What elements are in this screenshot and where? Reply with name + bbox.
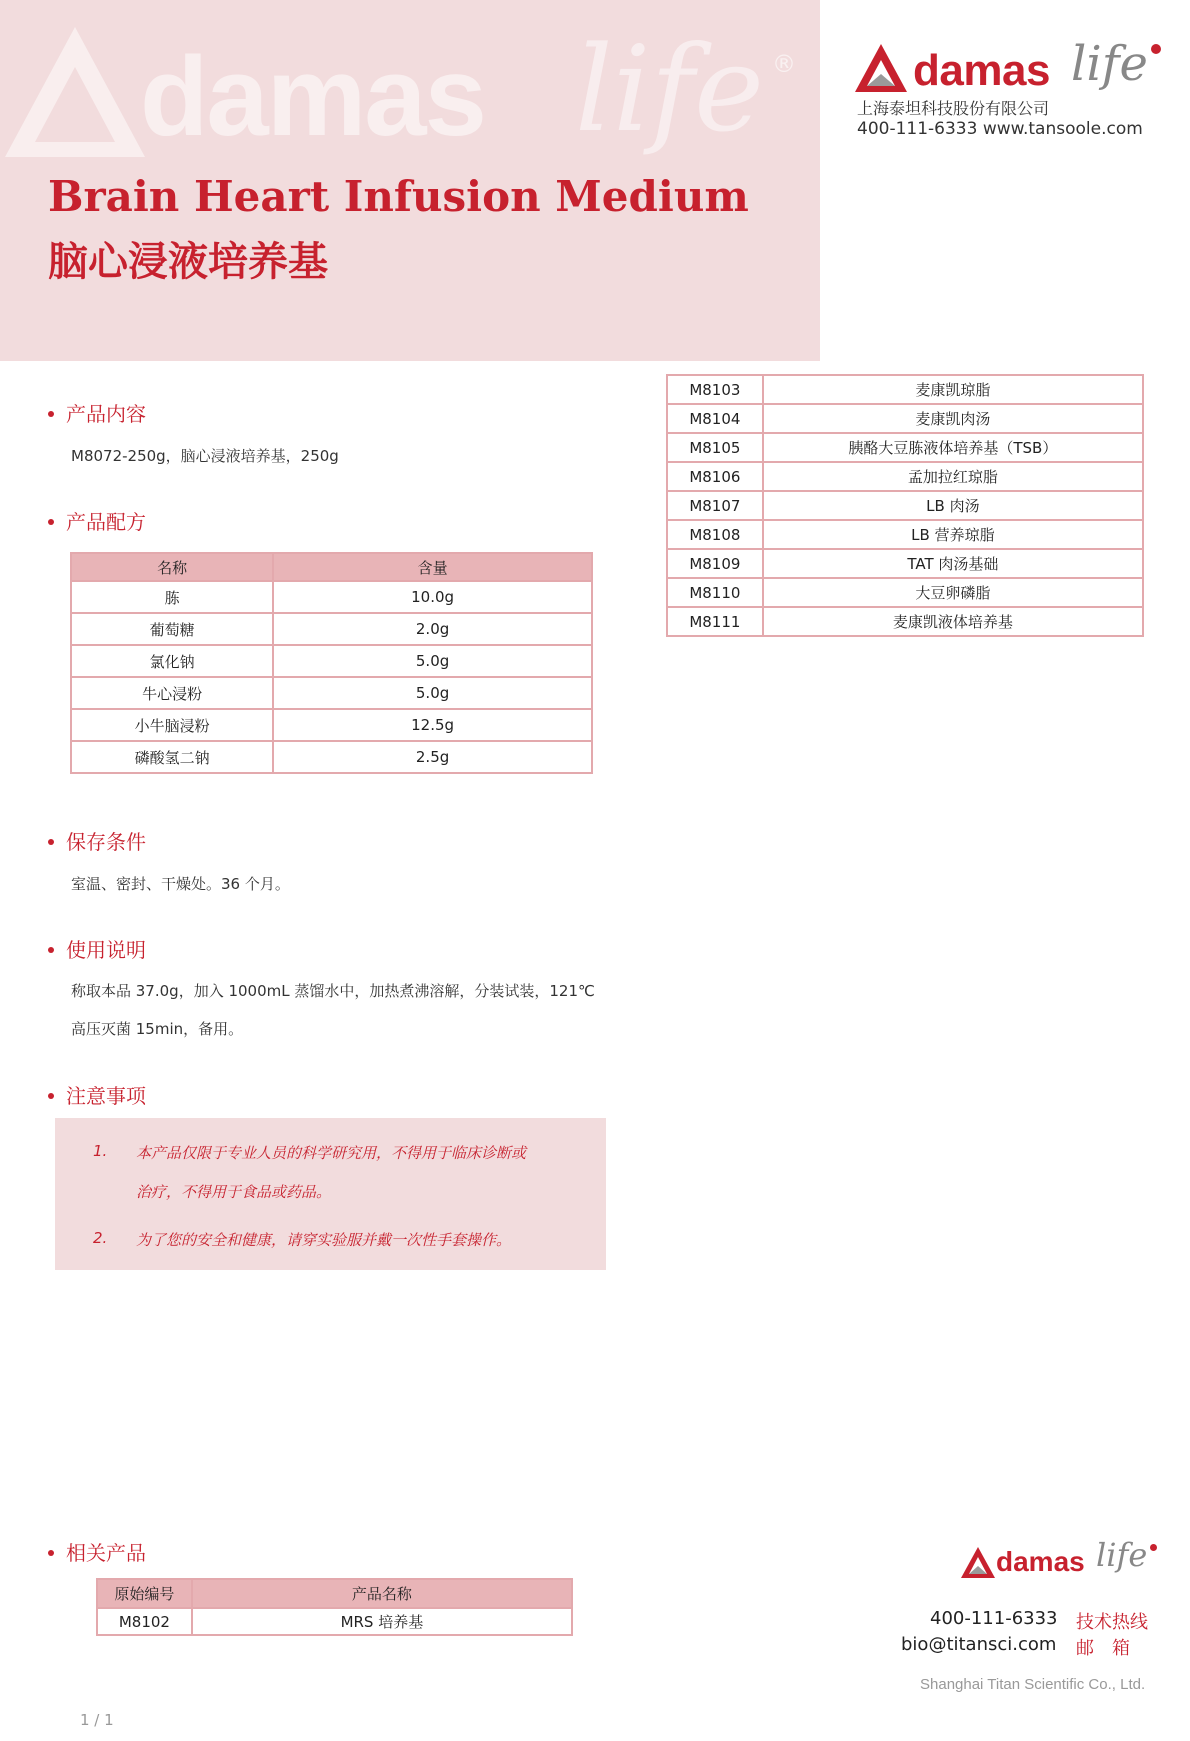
footer-phone-label: 技术热线 <box>1076 1612 1148 1633</box>
product-name: 麦康凯肉汤 <box>763 404 1143 433</box>
table-row <box>667 433 1143 462</box>
notice-text: 治疗，不得用于食品或药品。 <box>136 1183 332 1201</box>
ingredient-amount: 2.5g <box>273 741 592 773</box>
ingredient-name: 氯化钠 <box>71 645 273 677</box>
table-row <box>71 581 592 613</box>
section-heading-related: 相关产品 <box>48 1537 146 1566</box>
company-contact: 400-111-6333 www.tansoole.com <box>857 119 1143 139</box>
section-heading-formula: 产品配方 <box>48 506 146 535</box>
table-row <box>71 677 592 709</box>
logo-word: damas <box>913 46 1050 95</box>
ingredient-amount: 12.5g <box>273 709 592 741</box>
bullet-icon <box>48 1093 54 1099</box>
hero-banner <box>0 0 820 361</box>
ingredient-name: 葡萄糖 <box>71 613 273 645</box>
product-code: M8111 <box>667 607 763 636</box>
table-row <box>71 645 592 677</box>
formula-table <box>70 552 593 774</box>
ingredient-amount: 5.0g <box>273 677 592 709</box>
section-heading-storage: 保存条件 <box>48 826 146 855</box>
footer-logo-triangle-icon <box>960 1546 996 1579</box>
watermark-reg: ® <box>772 50 796 78</box>
product-name: 大豆卵磷脂 <box>763 578 1143 607</box>
product-code: M8105 <box>667 433 763 462</box>
company-name-cn: 上海泰坦科技股份有限公司 <box>857 99 1050 118</box>
contents-text: M8072-250g，脑心浸液培养基，250g <box>71 447 339 465</box>
column-header: 含量 <box>273 553 592 581</box>
footer-logo-word: damas <box>996 1546 1085 1577</box>
product-name: 麦康凯琼脂 <box>763 375 1143 404</box>
table-row <box>97 1608 572 1635</box>
footer-email: bio@titansci.com <box>901 1634 1057 1655</box>
column-header: 原始编号 <box>97 1579 192 1608</box>
footer-logo-life: life <box>1096 1536 1148 1574</box>
table-row <box>667 520 1143 549</box>
table-row <box>667 404 1143 433</box>
table-row <box>667 491 1143 520</box>
section-heading-usage: 使用说明 <box>48 934 146 963</box>
product-code: M8108 <box>667 520 763 549</box>
ingredient-name: 小牛脑浸粉 <box>71 709 273 741</box>
logo-triangle-icon <box>853 42 909 94</box>
product-name: TAT 肉汤基础 <box>763 549 1143 578</box>
bullet-icon <box>48 411 54 417</box>
notice-text: 本产品仅限于专业人员的科学研究用，不得用于临床诊断或 <box>136 1144 527 1162</box>
ingredient-amount: 5.0g <box>273 645 592 677</box>
footer-company: Shanghai Titan Scientific Co., Ltd. <box>920 1676 1146 1693</box>
table-row <box>667 375 1143 404</box>
column-header: 产品名称 <box>192 1579 572 1608</box>
usage-line-2: 高压灭菌 15min，备用。 <box>71 1020 244 1038</box>
usage-line-1: 称取本品 37.0g，加入 1000mL 蒸馏水中，加热煮沸溶解，分装试装，121℃ <box>71 982 595 1000</box>
product-name: LB 肉汤 <box>763 491 1143 520</box>
bullet-icon <box>48 947 54 953</box>
bullet-icon <box>48 839 54 845</box>
product-code: M8104 <box>667 404 763 433</box>
page-number: 1 / 1 <box>80 1711 114 1729</box>
watermark-logo <box>0 10 820 160</box>
notice-number: 2. <box>93 1229 108 1247</box>
bullet-icon <box>48 519 54 525</box>
title-english: Brain Heart Infusion Medium <box>48 172 749 221</box>
ingredient-name: 磷酸氢二钠 <box>71 741 273 773</box>
related-products-table-continued <box>666 374 1144 637</box>
notice-box <box>55 1118 606 1270</box>
storage-text: 室温、密封、干燥处。36 个月。 <box>71 875 290 893</box>
title-chinese: 脑心浸液培养基 <box>48 239 328 285</box>
watermark-word: damas <box>140 34 485 159</box>
ingredient-name: 牛心浸粉 <box>71 677 273 709</box>
watermark-triangle-icon <box>0 22 150 162</box>
product-code: M8109 <box>667 549 763 578</box>
notice-number: 1. <box>93 1142 108 1160</box>
footer-logo <box>958 1536 1168 1592</box>
table-row <box>71 613 592 645</box>
table-row <box>667 549 1143 578</box>
footer-phone: 400-111-6333 <box>930 1608 1058 1629</box>
logo-life: life <box>1071 36 1148 92</box>
product-code: M8110 <box>667 578 763 607</box>
table-row <box>71 741 592 773</box>
ingredient-name: 胨 <box>71 581 273 613</box>
ingredient-amount: 2.0g <box>273 613 592 645</box>
related-products-table <box>96 1578 573 1636</box>
product-name: LB 营养琼脂 <box>763 520 1143 549</box>
footer-email-label: 邮 箱 <box>1076 1638 1130 1659</box>
product-name: 孟加拉红琼脂 <box>763 462 1143 491</box>
product-name: 麦康凯液体培养基 <box>763 607 1143 636</box>
watermark-life: life <box>575 20 764 158</box>
table-row <box>667 462 1143 491</box>
table-row <box>667 607 1143 636</box>
registered-mark-icon <box>1151 44 1161 54</box>
product-code: M8106 <box>667 462 763 491</box>
product-code: M8107 <box>667 491 763 520</box>
notice-text: 为了您的安全和健康，请穿实验服并戴一次性手套操作。 <box>136 1231 512 1249</box>
product-code: M8103 <box>667 375 763 404</box>
product-name: MRS 培养基 <box>192 1608 572 1635</box>
bullet-icon <box>48 1550 54 1556</box>
column-header: 名称 <box>71 553 273 581</box>
table-row <box>667 578 1143 607</box>
product-name: 胰酪大豆胨液体培养基（TSB） <box>763 433 1143 462</box>
table-row <box>71 709 592 741</box>
section-heading-contents: 产品内容 <box>48 398 146 427</box>
registered-mark-icon <box>1150 1544 1157 1551</box>
product-code: M8102 <box>97 1608 192 1635</box>
section-heading-notes: 注意事项 <box>48 1080 146 1109</box>
table-header-row <box>97 1579 572 1608</box>
table-header-row <box>71 553 592 581</box>
ingredient-amount: 10.0g <box>273 581 592 613</box>
